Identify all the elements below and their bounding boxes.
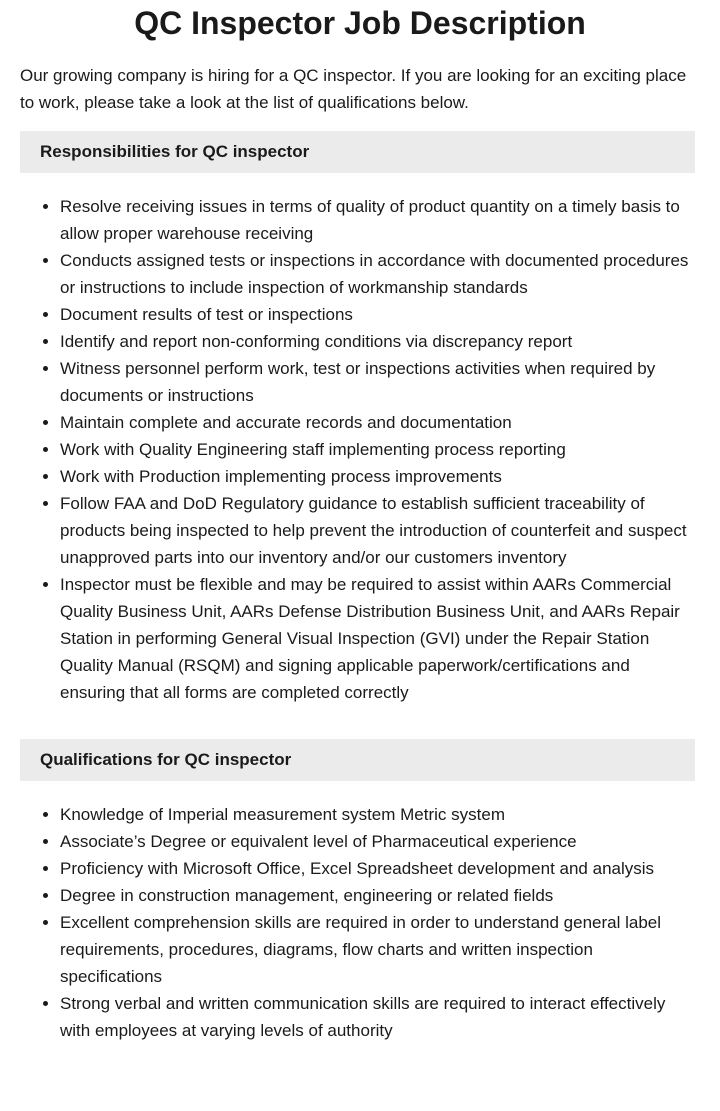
page-title: QC Inspector Job Description (134, 5, 586, 41)
list-item: • Follow FAA and DoD Regulatory guidance to establish sufficient traceability of products being inspected to help prevent the introduction of counterfeit and suspect unapproved parts into our inventory and/or our customers inventory (60, 490, 690, 571)
list-item: • Maintain complete and accurate records and documentation (60, 409, 690, 436)
qualifications-section (0, 739, 720, 1044)
responsibilities-section (0, 131, 720, 706)
qualifications-list (20, 801, 690, 1044)
list-item: • Work with Production implementing process improvements (60, 463, 690, 490)
responsibilities-list (20, 193, 690, 706)
section-heading: Qualifications for QC inspector (20, 739, 695, 781)
list-item: • Resolve receiving issues in terms of quality of product quantity on a timely basis to allow proper warehouse receiving (60, 193, 690, 247)
list-item: • Conducts assigned tests or inspections in accordance with documented procedures or instructions to include inspection of workmanship standards (60, 247, 690, 301)
list-item: • Document results of test or inspections (60, 301, 690, 328)
list-item: • Proficiency with Microsoft Office, Excel Spreadsheet development and analysis (60, 855, 690, 882)
intro-text: Our growing company is hiring for a QC inspector. If you are looking for an exciting place to work, please take a look at the list of qualifications below. (20, 66, 687, 112)
list-item: • Associate’s Degree or equivalent level of Pharmaceutical experience (60, 828, 690, 855)
list-item: • Excellent comprehension skills are required in order to understand general label requirements, procedures, diagrams, flow charts and written inspection specifications (60, 909, 690, 990)
list-item: • Inspector must be flexible and may be required to assist within AARs Commercial Quality Business Unit, AARs Defense Distribution Business Unit, and AARs Repair Station in performing General Visual Inspection (GVI) under the Repair Station Quality Manual (RSQM) and signing applicable paperwork/certifications and ensuring that all forms are completed correctly (60, 571, 690, 706)
section-heading: Responsibilities for QC inspector (20, 131, 695, 173)
list-item: • Identify and report non-conforming conditions via discrepancy report (60, 328, 690, 355)
list-item: • Witness personnel perform work, test or inspections activities when required by documents or instructions (60, 355, 690, 409)
list-item: • Work with Quality Engineering staff implementing process reporting (60, 436, 690, 463)
list-item: • Strong verbal and written communication skills are required to interact effectively with employees at varying levels of authority (60, 990, 690, 1044)
list-item: • Knowledge of Imperial measurement system Metric system (60, 801, 690, 828)
list-item: • Degree in construction management, engineering or related fields (60, 882, 690, 909)
